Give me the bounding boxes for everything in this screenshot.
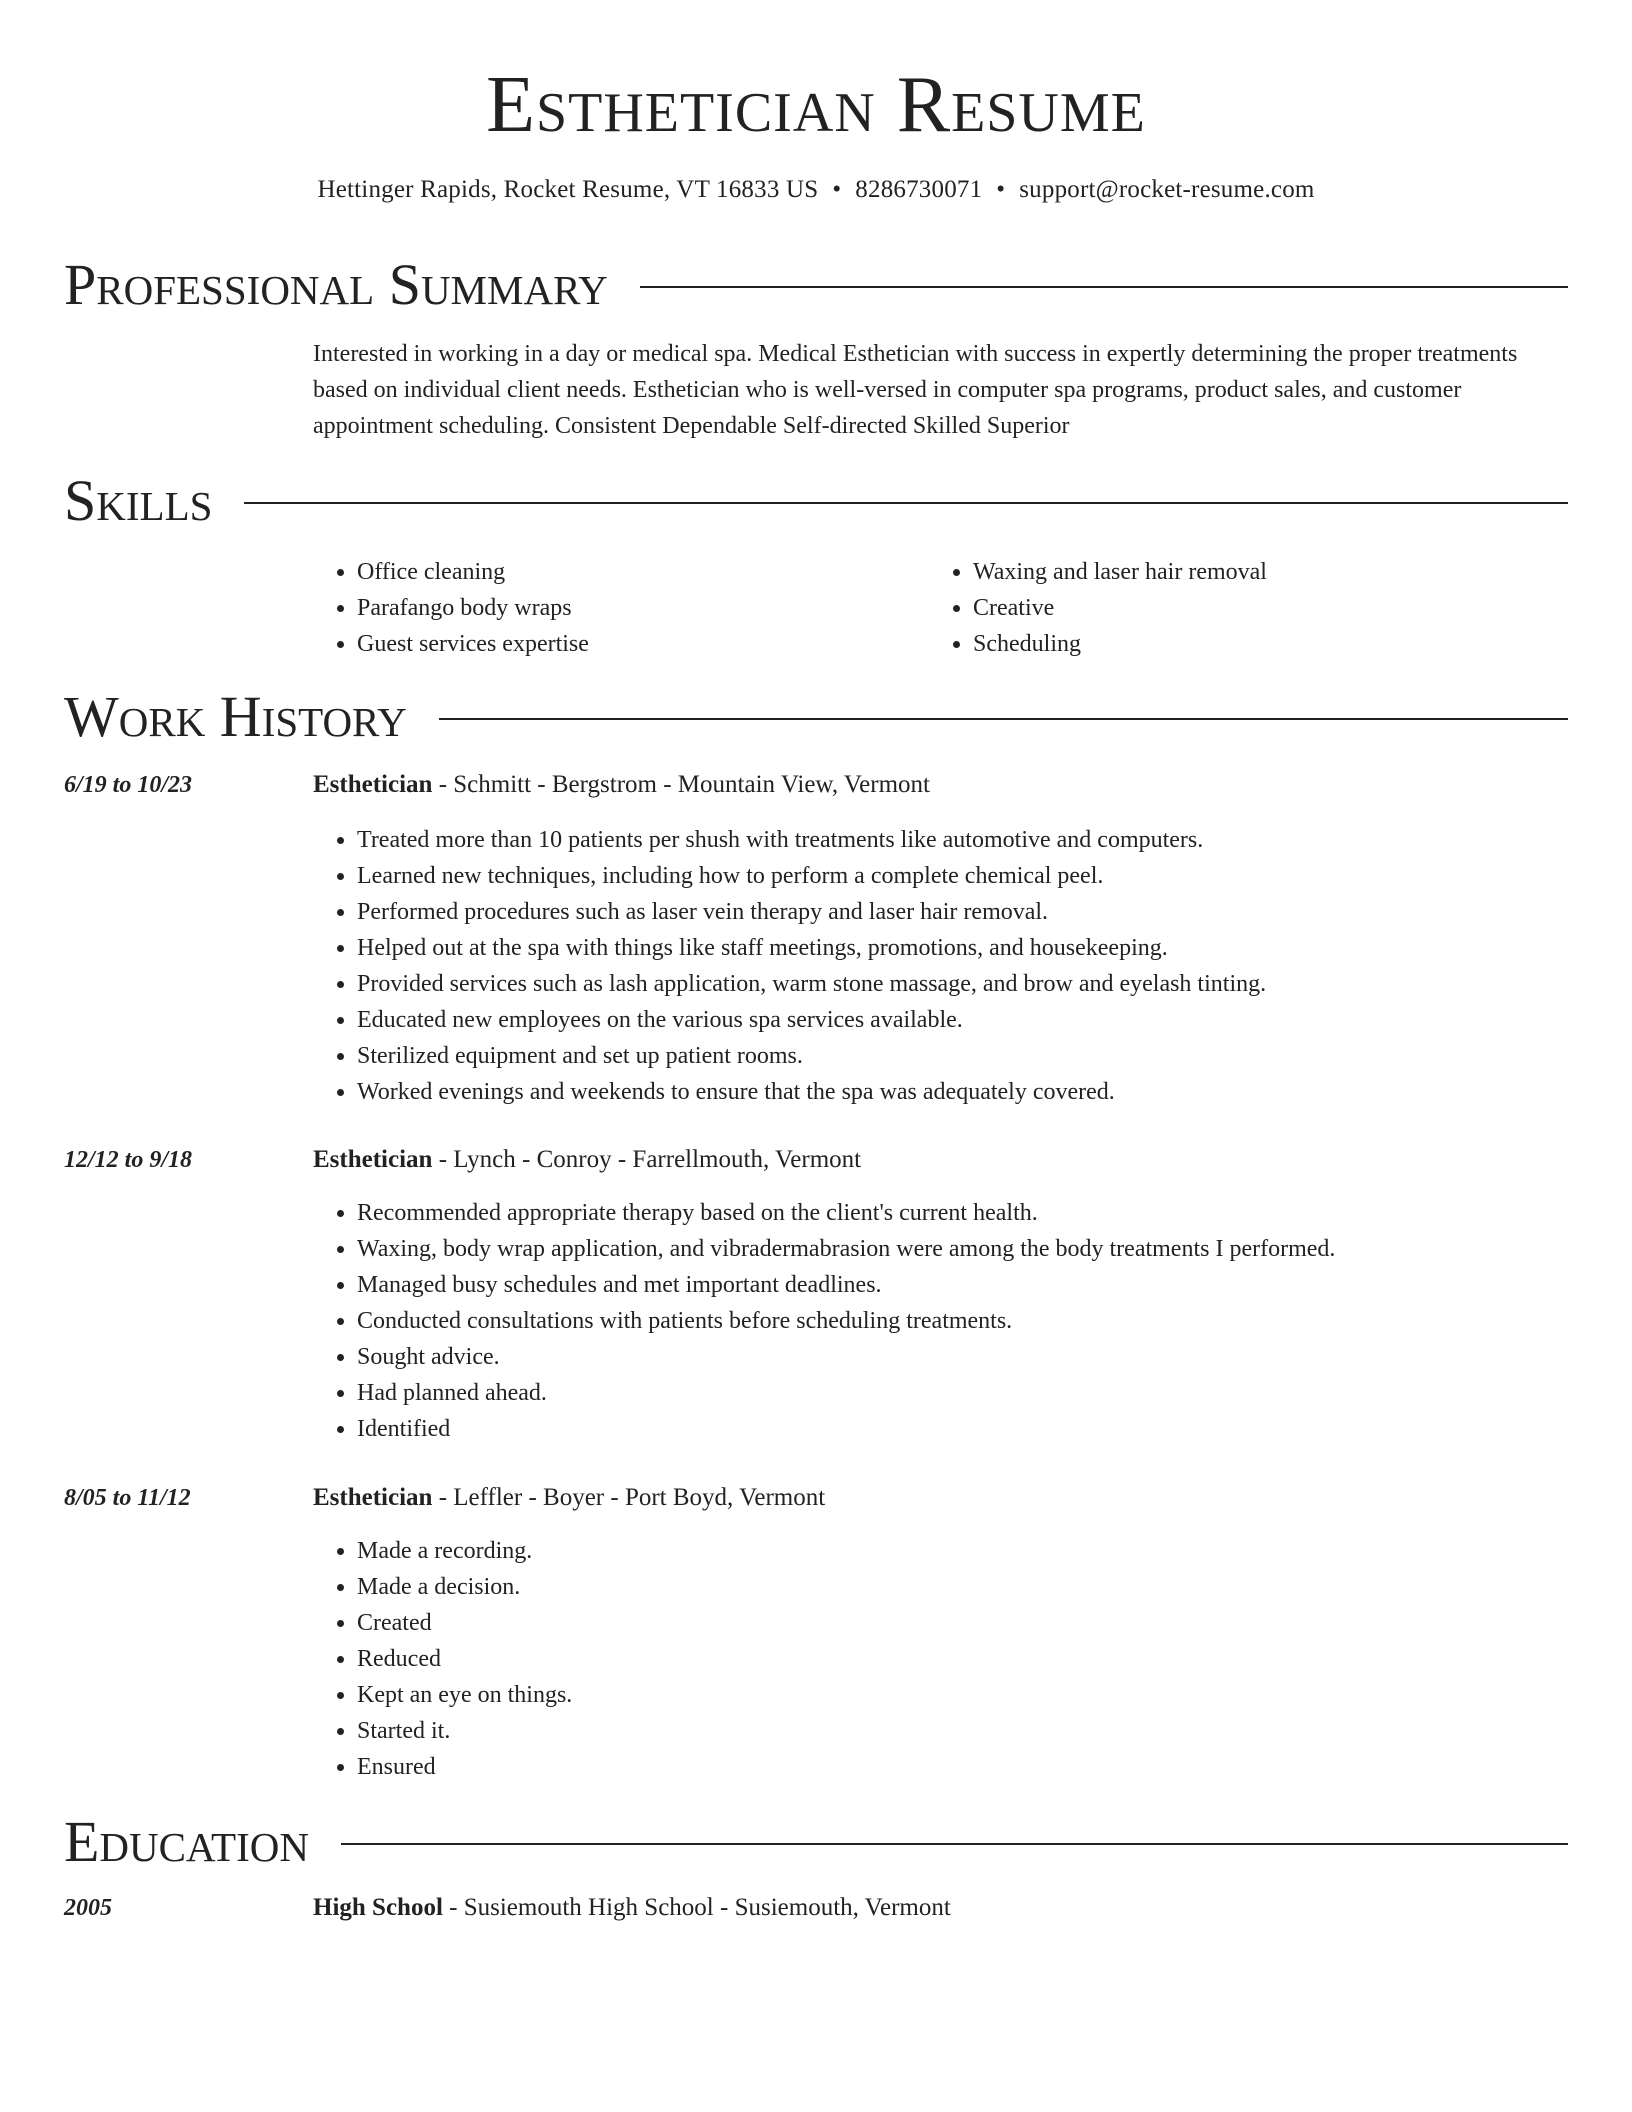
skills-list xyxy=(313,554,1573,662)
job-duty: • Performed procedures such as laser vein therapy and laser hair removal. xyxy=(357,894,1617,930)
skill-item: • Office cleaning xyxy=(357,554,929,590)
contact-line xyxy=(0,173,1632,207)
job-dates: 6/19 to 10/23 xyxy=(64,772,193,798)
contact-address: Hettinger Rapids, Rocket Resume, VT 16833 US xyxy=(317,176,819,203)
skill-item: • Parafango body wraps xyxy=(357,590,929,626)
job-duty: • Worked evenings and weekends to ensure that the spa was adequately covered. xyxy=(357,1074,1617,1110)
section-professional-summary xyxy=(64,253,1568,317)
job-duty: • Waxing, body wrap application, and vibradermabrasion were among the body treatments I performed. xyxy=(357,1231,1617,1267)
job-duty: • Helped out at the spa with things like staff meetings, promotions, and housekeeping. xyxy=(357,930,1617,966)
job-heading xyxy=(313,768,930,802)
job-duty: • Ensured xyxy=(357,1749,1617,1785)
contact-phone: 8286730071 xyxy=(855,176,983,203)
section-skills xyxy=(64,469,1568,533)
job-duties xyxy=(313,822,1617,1110)
job-dates: 8/05 to 11/12 xyxy=(64,1485,191,1511)
contact-separator: • xyxy=(832,176,842,203)
skill-item: • Waxing and laser hair removal xyxy=(973,554,1545,590)
job-duty: • Managed busy schedules and met important deadlines. xyxy=(357,1267,1617,1303)
job-duty: • Learned new techniques, including how to perform a complete chemical peel. xyxy=(357,858,1617,894)
job-duty: • Had planned ahead. xyxy=(357,1375,1617,1411)
skill-item: • Guest services expertise xyxy=(357,626,929,662)
job-heading xyxy=(313,1481,825,1515)
skills-column-left xyxy=(313,554,929,662)
skill-item: • Creative xyxy=(973,590,1545,626)
skills-column-right xyxy=(929,554,1545,662)
section-title: Professional Summary xyxy=(64,252,608,317)
job-duty: • Provided services such as lash application, warm stone massage, and brow and eyelash tinting. xyxy=(357,966,1617,1002)
section-education xyxy=(64,1810,1568,1874)
job-duty: • Conducted consultations with patients before scheduling treatments. xyxy=(357,1303,1617,1339)
job-duty: • Recommended appropriate therapy based on the client's current health. xyxy=(357,1195,1617,1231)
job-duty: • Sterilized equipment and set up patient rooms. xyxy=(357,1038,1617,1074)
education-date: 2005 xyxy=(64,1895,112,1921)
contact-email: support@rocket-resume.com xyxy=(1019,176,1315,203)
job-duty: • Created xyxy=(357,1605,1617,1641)
section-title: Education xyxy=(64,1809,309,1874)
job-duty: • Sought advice. xyxy=(357,1339,1617,1375)
section-divider xyxy=(341,1843,1568,1845)
job-title: Esthetician xyxy=(313,771,433,798)
job-duty: • Reduced xyxy=(357,1641,1617,1677)
job-duty: • Educated new employees on the various spa services available. xyxy=(357,1002,1617,1038)
job-employer: - Lynch - Conroy - Farrellmouth, Vermont xyxy=(432,1146,862,1173)
section-work-history xyxy=(64,685,1568,749)
job-duty: • Made a recording. xyxy=(357,1533,1617,1569)
job-duties xyxy=(313,1195,1617,1447)
section-divider xyxy=(439,718,1568,720)
job-duty: • Made a decision. xyxy=(357,1569,1617,1605)
job-duty: • Identified xyxy=(357,1411,1617,1447)
section-title: Skills xyxy=(64,468,213,533)
job-duty: • Started it. xyxy=(357,1713,1617,1749)
job-duty: • Treated more than 10 patients per shush with treatments like automotive and computers. xyxy=(357,822,1617,858)
resume-title: Esthetician Resume xyxy=(486,61,1146,149)
job-employer: - Leffler - Boyer - Port Boyd, Vermont xyxy=(432,1484,826,1511)
job-dates: 12/12 to 9/18 xyxy=(64,1147,193,1173)
education-heading xyxy=(313,1891,951,1925)
skill-item: • Scheduling xyxy=(973,626,1545,662)
section-divider xyxy=(244,502,1568,504)
section-title: Work History xyxy=(64,684,407,749)
section-divider xyxy=(640,286,1568,288)
job-title: Esthetician xyxy=(313,1146,433,1173)
job-duties xyxy=(313,1533,1617,1785)
contact-separator: • xyxy=(996,176,1006,203)
job-title: Esthetician xyxy=(313,1484,433,1511)
education-school: - Susiemouth High School - Susiemouth, Vermont xyxy=(442,1894,951,1921)
education-degree: High School xyxy=(313,1894,443,1921)
job-employer: - Schmitt - Bergstrom - Mountain View, Vermont xyxy=(432,771,930,798)
summary-text: Interested in working in a day or medical spa. Medical Esthetician with success in expertly determining the proper treatments based on individual client needs. Esthetician who is well-versed in computer spa programs, product sales, and customer appointment scheduling. Consistent Dependable Self-directed Skilled Superior xyxy=(313,341,1518,439)
job-heading xyxy=(313,1143,861,1177)
job-duty: • Kept an eye on things. xyxy=(357,1677,1617,1713)
